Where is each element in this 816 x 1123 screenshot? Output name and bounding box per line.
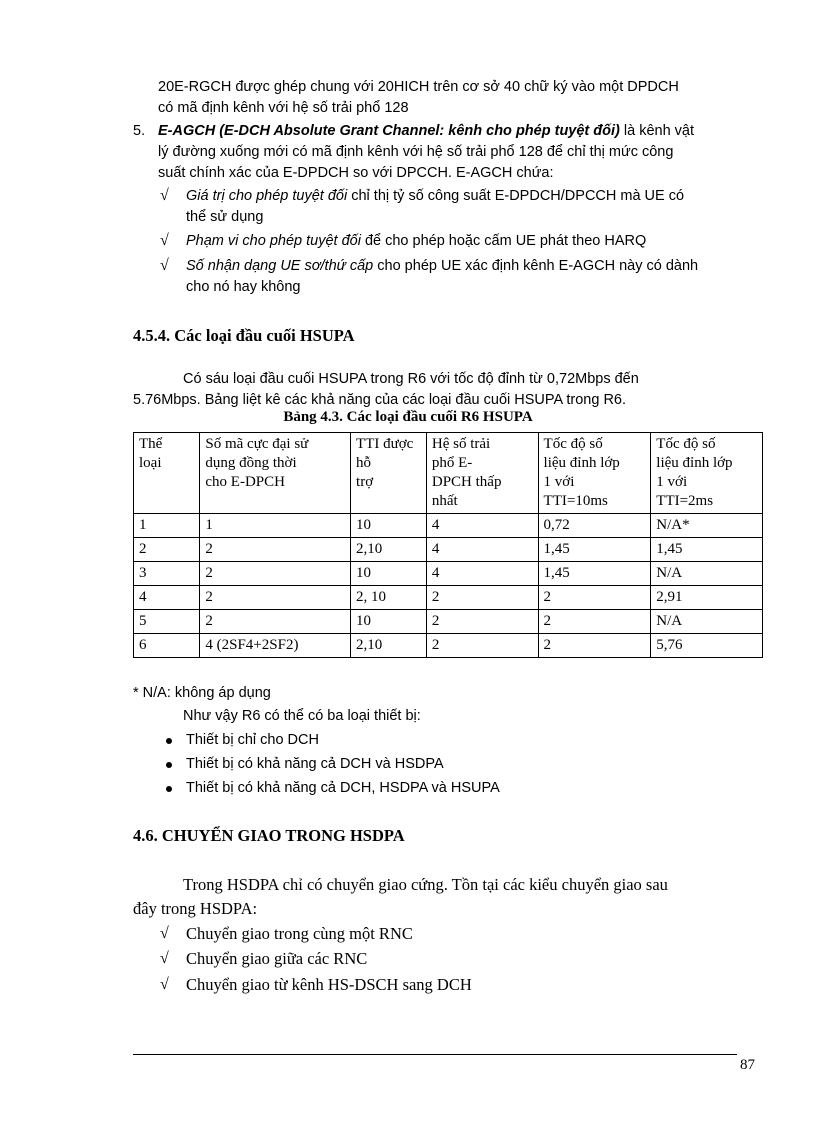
table-cell: 10 — [351, 610, 427, 634]
handover-item-3: Chuyển giao từ kênh HS-DSCH sang DCH — [186, 975, 472, 994]
table-footnote: * N/A: không áp dụng — [133, 685, 271, 701]
check-mark-icon: √ — [160, 950, 169, 967]
check-item-2-text: để cho phép hoặc cấm UE phát theo HARQ — [360, 233, 647, 249]
table-caption: Bảng 4.3. Các loại đầu cuối R6 HSUPA — [283, 409, 533, 425]
bullet-icon — [166, 786, 172, 792]
check-item-2 — [186, 231, 646, 251]
check-mark-icon: √ — [160, 976, 169, 993]
table-header-cell: TTI được hỗ trợ — [351, 433, 427, 514]
table-cell: 2 — [200, 562, 351, 586]
table-cell: 1 — [200, 514, 351, 538]
table-cell: 5,76 — [651, 634, 763, 658]
device-item-1: Thiết bị chỉ cho DCH — [186, 732, 319, 748]
table-cell: 4 — [134, 586, 200, 610]
devices-intro: Như vậy R6 có thể có ba loại thiết bị: — [183, 708, 421, 724]
item-5-rest: là kênh vật — [619, 123, 695, 139]
table-row — [134, 562, 763, 586]
item-5-line-1 — [158, 121, 694, 141]
footer-rule — [133, 1054, 737, 1055]
table-cell: 1 — [134, 514, 200, 538]
table-cell: N/A — [651, 610, 763, 634]
table-header-cell: Tốc độ số liệu đỉnh lớp 1 với TTI=2ms — [651, 433, 763, 514]
table-cell: 2 — [426, 634, 538, 658]
table-cell: 2 — [538, 634, 651, 658]
table-row — [134, 610, 763, 634]
table-cell: 4 — [426, 562, 538, 586]
table-cell: 1,45 — [538, 538, 651, 562]
check-item-3-cont: cho nó hay không — [186, 279, 301, 295]
check-mark-icon: √ — [160, 925, 169, 942]
table-row — [134, 538, 763, 562]
section-4-6-para-line-2: đây trong HSDPA: — [133, 899, 258, 918]
table-cell: 0,72 — [538, 514, 651, 538]
check-item-2-italic: Phạm vi cho phép tuyệt đối — [186, 233, 361, 249]
section-4-5-4-para-line-1: Có sáu loại đầu cuối HSUPA trong R6 với tốc độ đỉnh từ 0,72Mbps đến — [183, 371, 639, 387]
check-mark-icon: √ — [160, 257, 169, 274]
table-row — [134, 514, 763, 538]
table-cell: 2, 10 — [351, 586, 427, 610]
table-cell: 4 — [426, 538, 538, 562]
table-cell: 5 — [134, 610, 200, 634]
check-item-1-cont: thể sử dụng — [186, 209, 264, 225]
check-mark-icon: √ — [160, 232, 169, 249]
section-4-6-para-line-1: Trong HSDPA chỉ có chuyển giao cứng. Tồn tại các kiểu chuyển giao sau — [183, 875, 668, 894]
table-cell: 2 — [426, 610, 538, 634]
table-cell: 2,10 — [351, 538, 427, 562]
table-cell: 2 — [200, 610, 351, 634]
table-row — [134, 634, 763, 658]
bullet-icon — [166, 738, 172, 744]
check-item-3-italic: Số nhận dạng UE sơ/thứ cấp — [186, 258, 374, 274]
check-mark-icon: √ — [160, 187, 169, 204]
section-4-6-heading: 4.6. CHUYỂN GIAO TRONG HSDPA — [133, 826, 405, 845]
table-cell: 4 — [426, 514, 538, 538]
table-cell: 3 — [134, 562, 200, 586]
table-cell: 2 — [538, 610, 651, 634]
item-5-title: E-AGCH (E-DCH Absolute Grant Channel: kênh cho phép tuyệt đối) — [158, 123, 620, 139]
check-item-1-text: chỉ thị tỷ số công suất E-DPDCH/DPCCH mà UE có — [347, 188, 685, 204]
intro-line-2: có mã định kênh với hệ số trải phổ 128 — [158, 100, 409, 116]
handover-item-1: Chuyển giao trong cùng một RNC — [186, 924, 413, 943]
device-item-3: Thiết bị có khả năng cả DCH, HSDPA và HSUPA — [186, 780, 500, 796]
table-cell: 2 — [134, 538, 200, 562]
intro-line-1: 20E-RGCH được ghép chung với 20HICH trên cơ sở 40 chữ ký vào một DPDCH — [158, 79, 679, 95]
check-item-3 — [186, 256, 698, 276]
page-number: 87 — [740, 1057, 755, 1073]
item-5-line-2: lý đường xuống mới có mã định kênh với hệ số trải phổ 128 để chỉ thị mức công — [158, 144, 674, 160]
table-cell: 2 — [200, 538, 351, 562]
table-cell: N/A — [651, 562, 763, 586]
check-item-1-italic: Giá trị cho phép tuyệt đối — [186, 188, 348, 204]
table-cell: 2 — [200, 586, 351, 610]
table-cell: 10 — [351, 562, 427, 586]
handover-item-2: Chuyển giao giữa các RNC — [186, 949, 368, 968]
table-header-cell: Số mã cực đại sử dụng đồng thời cho E-DPCH — [200, 433, 351, 514]
table-header-cell: Thể loại — [134, 433, 200, 514]
table-cell: 10 — [351, 514, 427, 538]
table-cell: 6 — [134, 634, 200, 658]
check-item-3-text: cho phép UE xác định kênh E-AGCH này có dành — [373, 258, 699, 274]
check-item-1 — [186, 186, 684, 206]
item-5-number: 5. — [133, 123, 146, 139]
item-5-line-3: suất chính xác của E-DPDCH so với DPCCH. E-AGCH chứa: — [158, 165, 554, 181]
table-cell: 1,45 — [651, 538, 763, 562]
table-header-cell: Hệ số trải phổ E- DPCH thấp nhất — [426, 433, 538, 514]
bullet-icon — [166, 762, 172, 768]
table-header-cell: Tốc độ số liệu đỉnh lớp 1 với TTI=10ms — [538, 433, 651, 514]
table-cell: 2 — [538, 586, 651, 610]
device-item-2: Thiết bị có khả năng cả DCH và HSDPA — [186, 756, 444, 772]
table-cell: 2,10 — [351, 634, 427, 658]
table-cell: N/A* — [651, 514, 763, 538]
table-cell: 2,91 — [651, 586, 763, 610]
section-4-5-4-para-line-2: 5.76Mbps. Bảng liệt kê các khả năng của các loại đầu cuối HSUPA trong R6. — [133, 392, 627, 408]
hsupa-terminal-table — [133, 432, 763, 658]
table-cell: 4 (2SF4+2SF2) — [200, 634, 351, 658]
table-cell: 2 — [426, 586, 538, 610]
section-4-5-4-heading: 4.5.4. Các loại đầu cuối HSUPA — [133, 326, 355, 345]
table-header-row — [134, 433, 763, 514]
table-row — [134, 586, 763, 610]
table-cell: 1,45 — [538, 562, 651, 586]
